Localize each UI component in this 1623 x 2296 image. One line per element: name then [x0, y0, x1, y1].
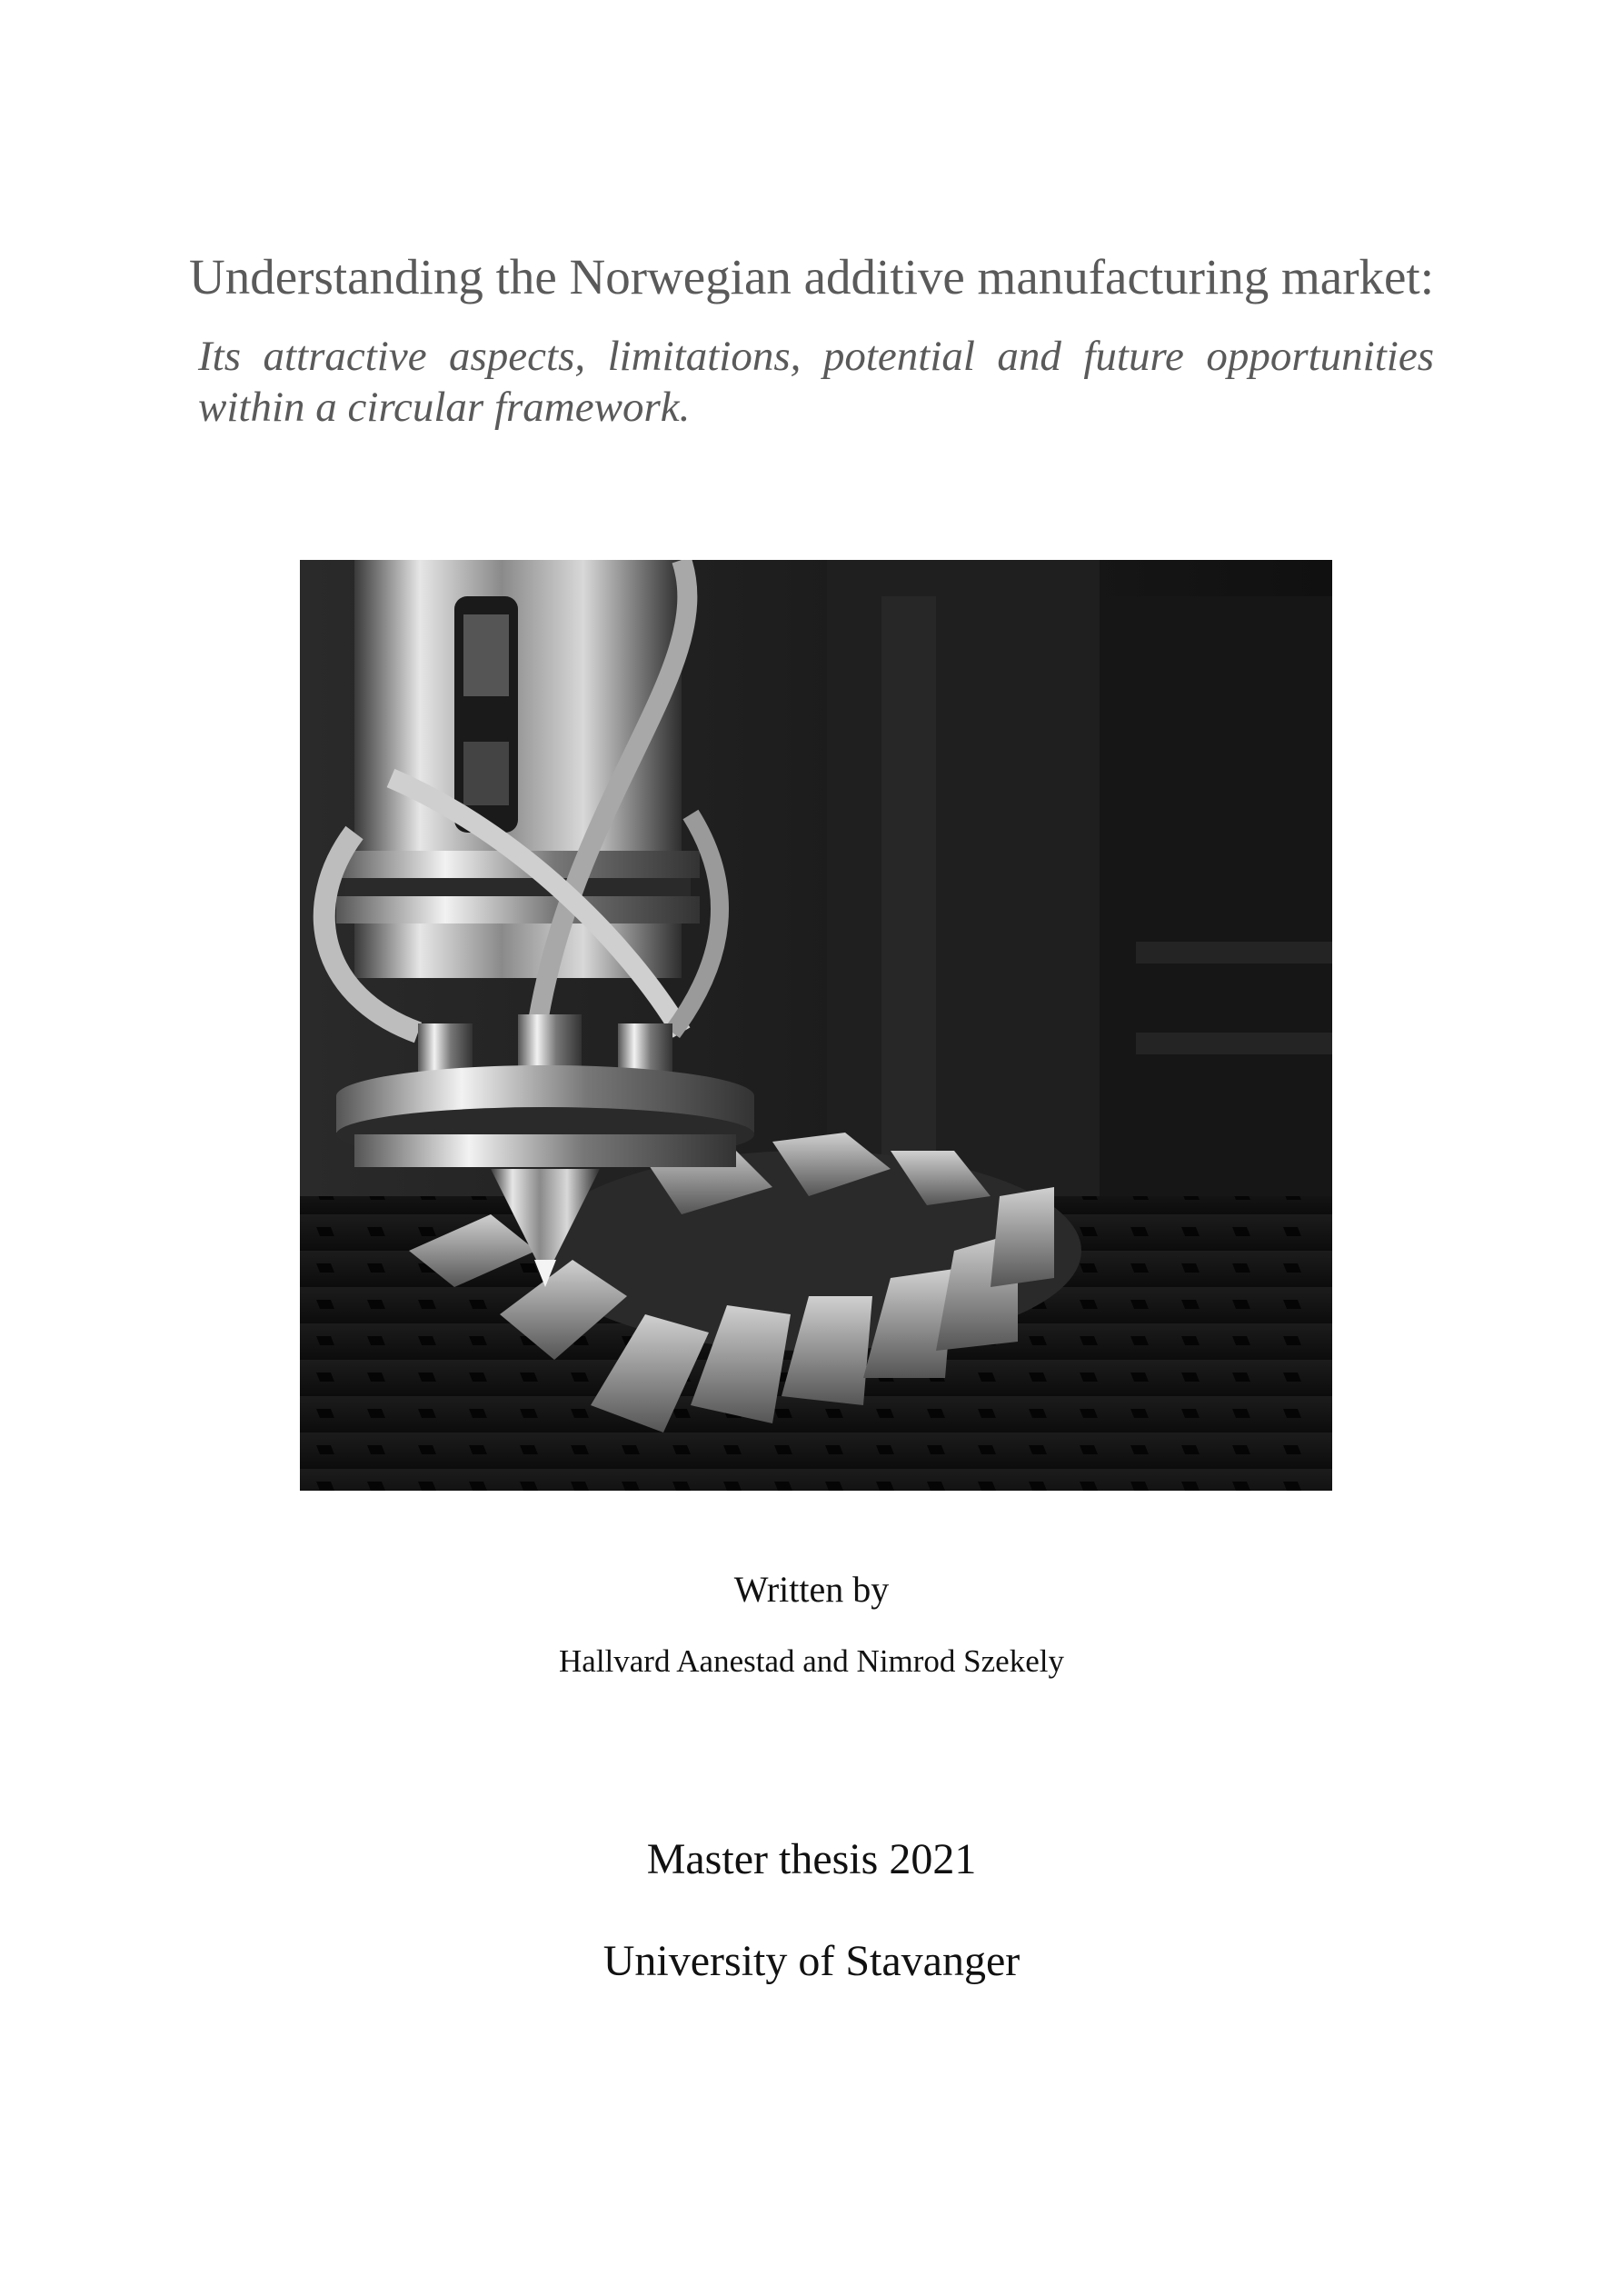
written-by-label: Written by [733, 1569, 890, 1610]
printer-nozzle-gear-icon [300, 560, 1332, 1491]
authors: Hallvard Aanestad and Nimrod Szekely [559, 1643, 1064, 1679]
university-name: University of Stavanger [602, 1937, 1021, 1985]
thesis-year: Master thesis 2021 [646, 1835, 977, 1883]
thesis-title: Understanding the Norwegian additive manufacturing market: [189, 249, 1434, 304]
thesis-subtitle: Its attractive aspects, limitations, potential and future opportunities within a circular framework. [198, 333, 1434, 431]
cover-image [300, 560, 1332, 1491]
